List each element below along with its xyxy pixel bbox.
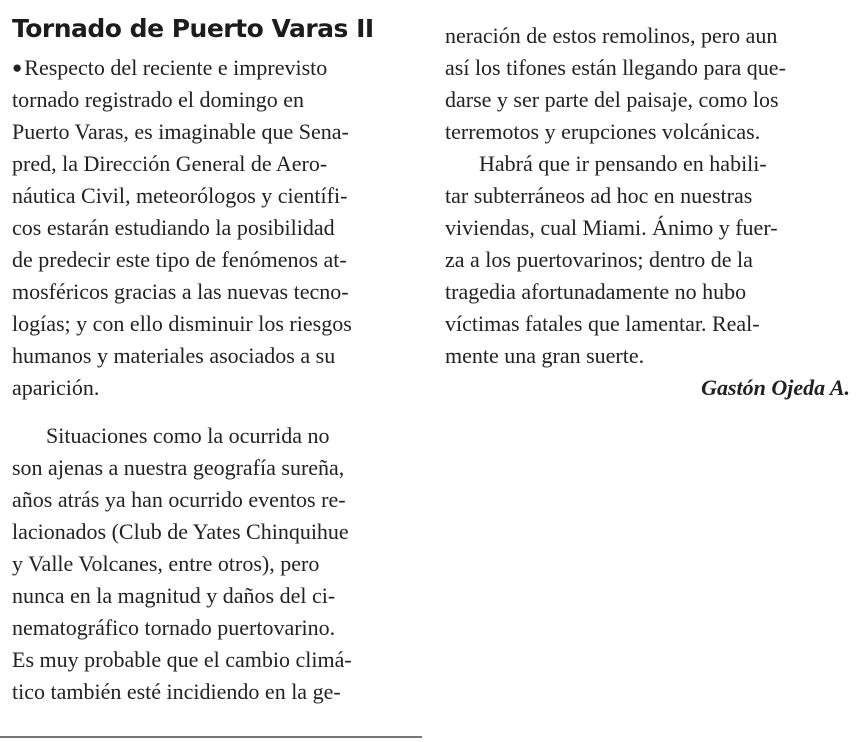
text-line: humanos y materiales asociados a su xyxy=(12,343,336,368)
text-line: cos estarán estudiando la posibilidad xyxy=(12,215,335,240)
text-line: lacionados (Club de Yates Chinquihue xyxy=(12,519,349,544)
text-line: pred, la Dirección General de Aero- xyxy=(12,151,328,176)
text-line: víctimas fatales que lamentar. Real- xyxy=(445,311,760,336)
text-line: tornado registrado el domingo en xyxy=(12,87,305,112)
text-line: aparición. xyxy=(12,375,100,400)
author-signature: Gastón Ojeda A. xyxy=(701,375,850,400)
paragraph-2 xyxy=(12,420,412,708)
text-line: tico también esté incidiendo en la ge- xyxy=(12,679,341,704)
text-line: neración de estos remolinos, pero aun xyxy=(445,23,778,48)
text-line: tar subterráneos ad hoc en nuestras xyxy=(445,183,753,208)
text-line: mosféricos gracias a las nuevas tecno- xyxy=(12,279,349,304)
text-line: logías; y con ello disminuir los riesgos xyxy=(12,311,352,336)
text-line-content: Respecto del reciente e imprevisto xyxy=(24,55,328,80)
left-column xyxy=(12,52,412,708)
headline: Tornado de Puerto Varas II xyxy=(12,14,374,43)
text-line: terremotos y erupciones volcánicas. xyxy=(445,119,761,144)
text-line: nunca en la magnitud y daños del ci- xyxy=(12,583,336,608)
text-line: de predecir este tipo de fenómenos at- xyxy=(12,247,347,272)
text-line xyxy=(12,52,412,84)
text-line: viviendas, cual Miami. Ánimo y fuer- xyxy=(445,215,778,240)
right-column xyxy=(445,20,850,404)
bullet-icon: ● xyxy=(12,58,23,77)
text-line: darse y ser parte del paisaje, como los xyxy=(445,87,779,112)
text-line: así los tifones están llegando para que- xyxy=(445,55,786,80)
text-line: Puerto Varas, es imaginable que Sena- xyxy=(12,119,349,144)
text-line: náutica Civil, meteorólogos y científi- xyxy=(12,183,348,208)
text-line: mente una gran suerte. xyxy=(445,343,645,368)
text-line: Situaciones como la ocurrida no xyxy=(46,423,330,448)
text-line: nematográfico tornado puertovarino. xyxy=(12,615,336,640)
text-line: y Valle Volcanes, entre otros), pero xyxy=(12,551,320,576)
paragraph-1 xyxy=(12,52,412,404)
text-line: son ajenas a nuestra geografía sureña, xyxy=(12,455,345,480)
text-line: Es muy probable que el cambio climá- xyxy=(12,647,352,672)
text-line: años atrás ya han ocurrido eventos re- xyxy=(12,487,346,512)
text-line: Habrá que ir pensando en habili- xyxy=(479,151,767,176)
bottom-rule xyxy=(0,736,422,738)
paragraph-3 xyxy=(445,148,850,372)
text-line: za a los puertovarinos; dentro de la xyxy=(445,247,753,272)
paragraph-2-continued xyxy=(445,20,850,148)
text-line: tragedia afortunadamente no hubo xyxy=(445,279,747,304)
